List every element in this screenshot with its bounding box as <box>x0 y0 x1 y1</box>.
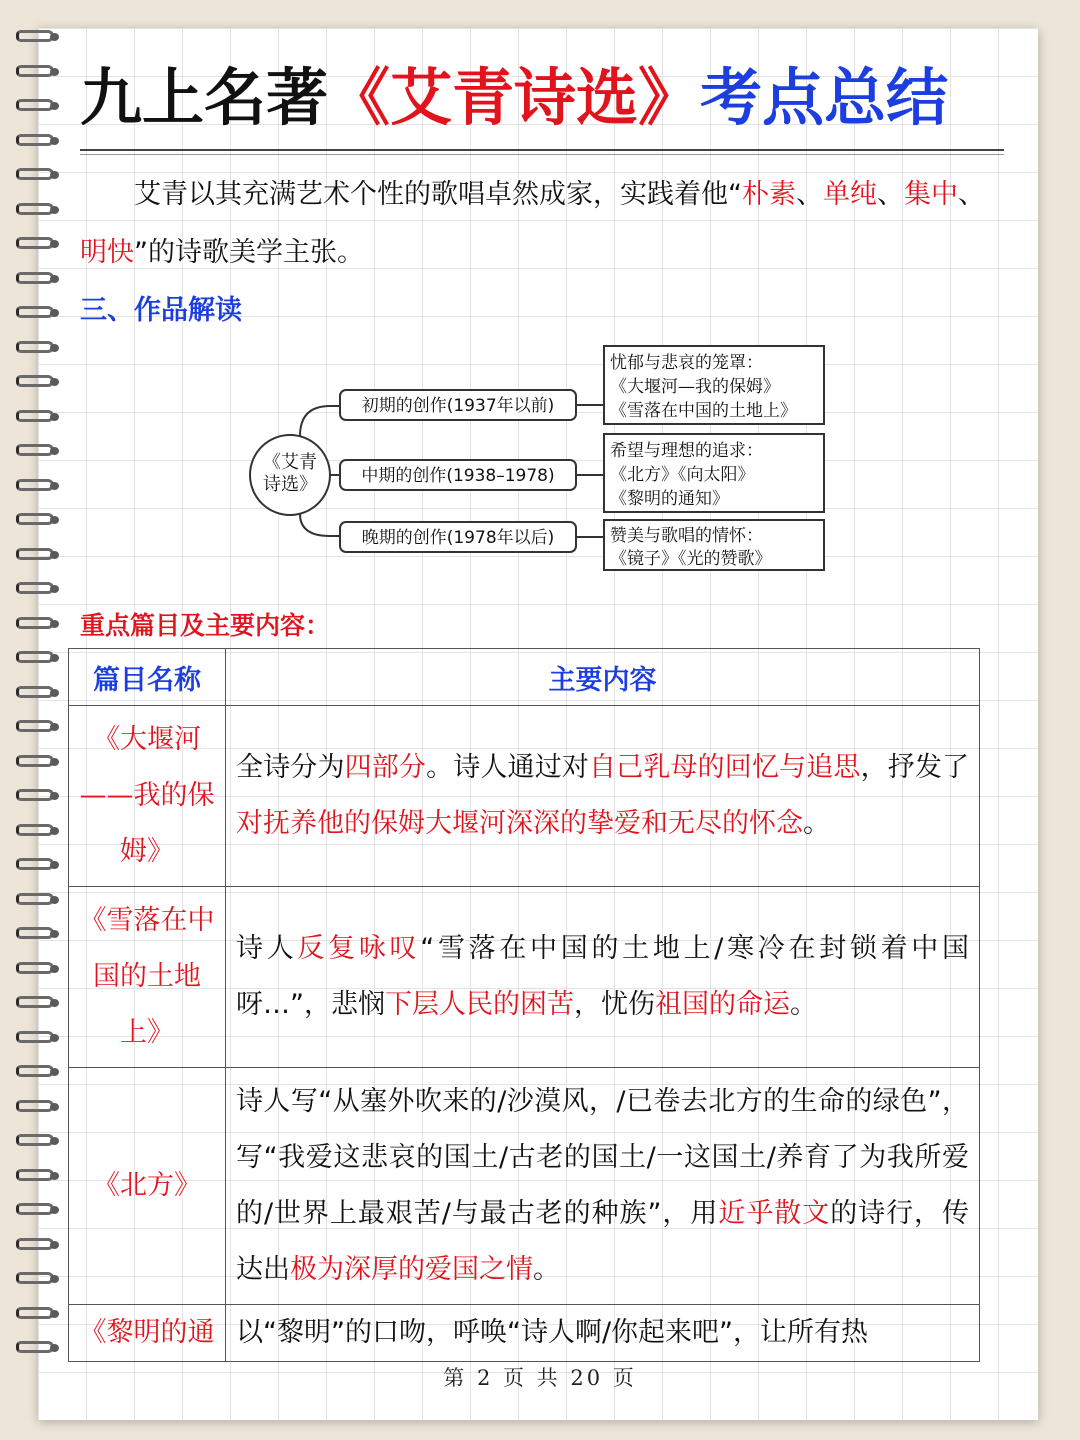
binding-ring <box>10 755 62 769</box>
key-works-table <box>68 648 980 1362</box>
content-segment: 。诗人通过对 <box>426 752 590 783</box>
table-row <box>69 1068 980 1305</box>
works-late-line: 《镜子》《光的赞歌》 <box>610 549 772 569</box>
works-early-line: 忧郁与悲哀的笼罩： <box>610 353 763 373</box>
content-segment: 近乎散文 <box>718 1198 831 1229</box>
key-works-title: 重点篇目及主要内容： <box>80 611 331 640</box>
work-name: 《北方》 <box>69 1068 226 1305</box>
header-title-col: 篇目名称 <box>69 649 226 706</box>
intro-paragraph <box>80 166 1010 282</box>
branch-line-late <box>300 514 340 536</box>
binding-ring <box>10 996 62 1010</box>
binding-ring <box>10 1065 62 1079</box>
content-segment: 以“黎明”的口吻，呼唤“诗人啊/你起来吧”，让所有热 <box>236 1317 869 1348</box>
binding-ring <box>10 686 62 700</box>
keyword-lucid: 明快 <box>80 237 134 268</box>
binding-ring <box>10 341 62 355</box>
binding-ring <box>10 548 62 562</box>
binding-ring <box>10 651 62 665</box>
intro-text-end: ”的诗歌美学主张。 <box>134 237 364 268</box>
intro-sep: 、 <box>796 179 823 210</box>
binding-ring <box>10 479 62 493</box>
binding-ring <box>10 30 62 44</box>
binding-ring <box>10 1134 62 1148</box>
period-middle-label: 中期的创作(1938–1978) <box>361 466 555 486</box>
branch-line-early <box>300 406 340 436</box>
table-row <box>69 706 980 887</box>
works-middle-line: 《北方》《向太阳》 <box>610 465 755 485</box>
content-segment: 。 <box>790 989 817 1020</box>
binding-ring <box>10 99 62 113</box>
binding-ring <box>10 1341 62 1355</box>
works-late-line: 赞美与歌唱的情怀： <box>610 526 763 546</box>
table-row <box>69 887 980 1068</box>
content-segment: “雪落在中国的土地上/寒冷在封锁着中国呀…”，悲悯 <box>236 933 970 1020</box>
content-segment: 。 <box>803 808 830 839</box>
works-early-line: 《大堰河—我的保姆》 <box>610 377 780 397</box>
content-segment: ，忧伤 <box>574 989 655 1020</box>
work-name: 《大堰河——我的保姆》 <box>69 706 226 887</box>
binding-ring <box>10 1203 62 1217</box>
binding-ring <box>10 444 62 458</box>
content-segment: 的诗行，传达出 <box>236 1198 970 1285</box>
header-content-col: 主要内容 <box>226 649 980 706</box>
binding-ring <box>10 1272 62 1286</box>
work-name: 《黎明的通 <box>69 1305 226 1362</box>
spiral-binding <box>10 30 66 1410</box>
title-divider <box>80 149 1004 151</box>
binding-ring <box>10 617 62 631</box>
binding-ring <box>10 65 62 79</box>
works-early-line: 《雪落在中国的土地上》 <box>610 401 797 421</box>
work-content <box>226 887 980 1068</box>
title-book-name: 《艾青诗选》 <box>328 61 701 134</box>
works-diagram <box>246 340 836 580</box>
binding-ring <box>10 203 62 217</box>
title-part-3: 考点总结 <box>700 61 949 134</box>
title-part-1: 九上名著 <box>80 61 329 134</box>
binding-ring <box>10 1100 62 1114</box>
binding-ring <box>10 168 62 182</box>
binding-ring <box>10 824 62 838</box>
content-segment: 极为深厚的爱国之情 <box>290 1254 533 1285</box>
period-early-label: 初期的创作(1937年以前) <box>361 396 555 416</box>
intro-text: 艾青以其充满艺术个性的歌唱卓然成家，实践着他“ <box>134 179 742 210</box>
center-label-line-1: 《艾青 <box>263 452 317 473</box>
binding-ring <box>10 1307 62 1321</box>
keyword-simple: 朴素 <box>742 179 796 210</box>
binding-ring <box>10 306 62 320</box>
content-segment: 下层人民的困苦 <box>385 989 574 1020</box>
table-header-row <box>69 649 980 706</box>
section-heading: 三、作品解读 <box>80 295 242 326</box>
period-late-label: 晚期的创作(1978年以后) <box>361 528 555 548</box>
binding-ring <box>10 720 62 734</box>
binding-ring <box>10 582 62 596</box>
binding-ring <box>10 134 62 148</box>
work-content <box>226 1305 980 1362</box>
binding-ring <box>10 1169 62 1183</box>
content-segment: ，抒发了 <box>860 752 970 783</box>
page-number: 第 2 页 共 20 页 <box>443 1366 637 1390</box>
intro-sep: 、 <box>958 179 985 210</box>
content-segment: 诗人写“从塞外吹来的/沙漠风，/已卷去北方的生命的绿色”，写“我爱这悲哀的国土/古老的国土/一这国土/养育了为我所爱的/世界上最艰苦/与最古老的种族”，用 <box>236 1086 969 1229</box>
keyword-pure: 单纯 <box>823 179 877 210</box>
binding-ring <box>10 410 62 424</box>
binding-ring <box>10 375 62 389</box>
binding-ring <box>10 789 62 803</box>
binding-ring <box>10 1238 62 1252</box>
binding-ring <box>10 858 62 872</box>
binding-ring <box>10 962 62 976</box>
binding-ring <box>10 237 62 251</box>
table-row <box>69 1305 980 1362</box>
content-segment: 自己乳母的回忆与追思 <box>589 752 861 783</box>
content-segment: 反复咏叹 <box>297 933 421 964</box>
title-divider-thin <box>80 154 1004 155</box>
keyword-concentrated: 集中 <box>904 179 958 210</box>
binding-ring <box>10 272 62 286</box>
binding-ring <box>10 513 62 527</box>
content-segment: 诗人 <box>236 933 298 964</box>
intro-sep: 、 <box>877 179 904 210</box>
content-segment: 对抚养他的保姆大堰河深深的挚爱和无尽的怀念 <box>236 808 803 839</box>
binding-ring <box>10 1031 62 1045</box>
works-middle-line: 希望与理想的追求： <box>610 441 763 461</box>
works-middle-line: 《黎明的通知》 <box>610 489 729 509</box>
work-name: 《雪落在中国的土地上》 <box>69 887 226 1068</box>
content-segment: 祖国的命运 <box>655 989 790 1020</box>
binding-ring <box>10 927 62 941</box>
content-segment: 。 <box>533 1254 560 1285</box>
center-label-line-2: 诗选》 <box>263 474 317 495</box>
page-title <box>80 58 1020 138</box>
work-content <box>226 1068 980 1305</box>
content-segment: 四部分 <box>344 752 427 783</box>
work-content <box>226 706 980 887</box>
content-segment: 全诗分为 <box>236 752 345 783</box>
binding-ring <box>10 893 62 907</box>
